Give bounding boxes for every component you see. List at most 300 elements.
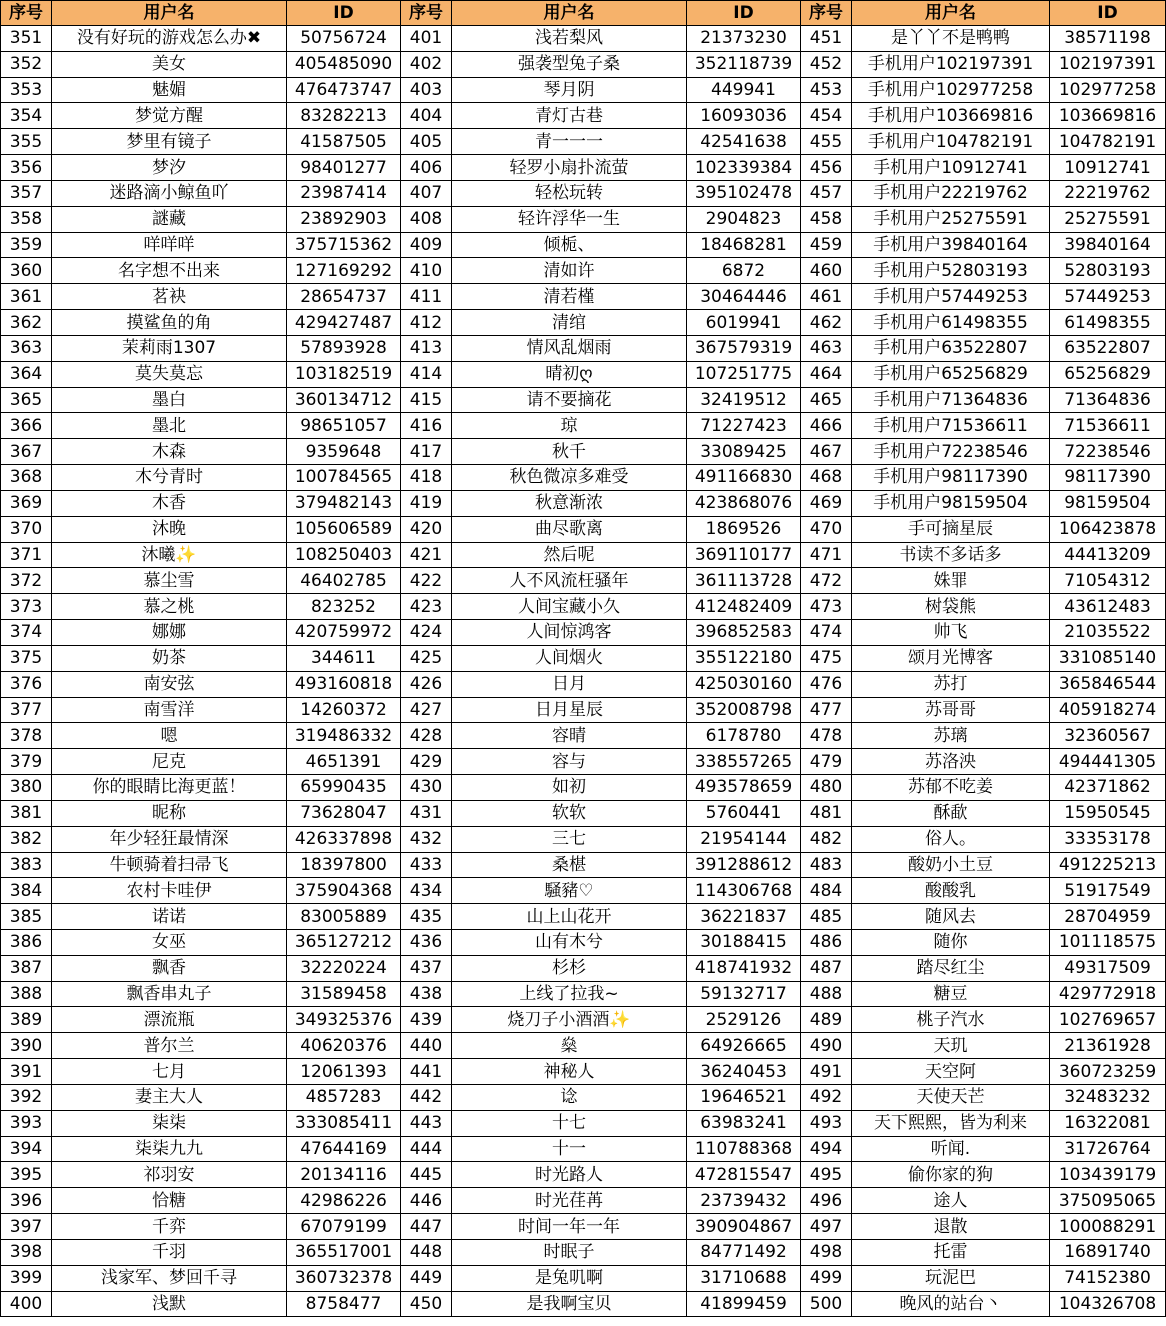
seq-cell: 433	[401, 852, 452, 878]
seq-cell: 361	[1, 284, 52, 310]
id-cell: 18397800	[287, 852, 401, 878]
username-cell: 桃子汽水	[852, 1007, 1050, 1033]
username-cell: 慕之桃	[52, 594, 287, 620]
username-cell: 树袋熊	[852, 594, 1050, 620]
seq-cell: 416	[401, 413, 452, 439]
table-row	[1, 129, 1166, 155]
seq-cell: 391	[1, 1059, 52, 1085]
username-cell: 是兔叽啊	[452, 1265, 687, 1291]
seq-cell: 448	[401, 1239, 452, 1265]
username-cell: 人间烟火	[452, 645, 687, 671]
id-cell: 361113728	[687, 568, 801, 594]
username-cell: 尼克	[52, 749, 287, 775]
username-cell: 苏郁不吃姜	[852, 775, 1050, 801]
username-cell: 十一	[452, 1136, 687, 1162]
id-cell: 114306768	[687, 878, 801, 904]
id-cell: 22219762	[1050, 180, 1166, 206]
id-cell: 365517001	[287, 1239, 401, 1265]
id-cell: 6019941	[687, 310, 801, 336]
username-cell: 颂月光博客	[852, 645, 1050, 671]
table-row	[1, 697, 1166, 723]
id-cell: 395102478	[687, 180, 801, 206]
id-cell: 10912741	[1050, 155, 1166, 181]
seq-cell: 453	[801, 77, 852, 103]
seq-cell: 411	[401, 284, 452, 310]
table-row	[1, 929, 1166, 955]
seq-cell: 362	[1, 310, 52, 336]
seq-cell: 458	[801, 206, 852, 232]
username-cell: 手机用户57449253	[852, 284, 1050, 310]
id-cell: 18468281	[687, 232, 801, 258]
id-cell: 41587505	[287, 129, 401, 155]
username-cell: 南雪洋	[52, 697, 287, 723]
id-cell: 6178780	[687, 723, 801, 749]
username-cell: 手机用户72238546	[852, 439, 1050, 465]
id-cell: 375715362	[287, 232, 401, 258]
username-cell: 手机用户63522807	[852, 335, 1050, 361]
seq-cell: 429	[401, 749, 452, 775]
id-cell: 103182519	[287, 361, 401, 387]
id-cell: 8758477	[287, 1291, 401, 1317]
username-cell: 千弈	[52, 1214, 287, 1240]
id-cell: 21954144	[687, 826, 801, 852]
header-name: 用户名	[852, 1, 1050, 26]
id-cell: 14260372	[287, 697, 401, 723]
seq-cell: 473	[801, 594, 852, 620]
seq-cell: 375	[1, 645, 52, 671]
table-row	[1, 413, 1166, 439]
id-cell: 63983241	[687, 1110, 801, 1136]
id-cell: 83282213	[287, 103, 401, 129]
username-cell: 名字想不出来	[52, 258, 287, 284]
username-cell: 手机用户102197391	[852, 51, 1050, 77]
seq-cell: 380	[1, 775, 52, 801]
seq-cell: 366	[1, 413, 52, 439]
id-cell: 110788368	[687, 1136, 801, 1162]
table-row	[1, 1291, 1166, 1317]
username-cell: 晴初ღ	[452, 361, 687, 387]
table-row	[1, 1033, 1166, 1059]
id-cell: 823252	[287, 594, 401, 620]
table-row	[1, 904, 1166, 930]
seq-cell: 491	[801, 1059, 852, 1085]
id-cell: 65256829	[1050, 361, 1166, 387]
username-cell: 俗人。	[852, 826, 1050, 852]
table-row	[1, 749, 1166, 775]
username-cell: 千羽	[52, 1239, 287, 1265]
username-cell: 没有好玩的游戏怎么办✖	[52, 26, 287, 52]
username-cell: 托雷	[852, 1239, 1050, 1265]
table-row	[1, 258, 1166, 284]
id-cell: 63522807	[1050, 335, 1166, 361]
seq-cell: 401	[401, 26, 452, 52]
id-cell: 41899459	[687, 1291, 801, 1317]
table-body	[1, 26, 1166, 1317]
id-cell: 16891740	[1050, 1239, 1166, 1265]
username-cell: 墨白	[52, 387, 287, 413]
table-row	[1, 310, 1166, 336]
seq-cell: 383	[1, 852, 52, 878]
username-cell: 手机用户22219762	[852, 180, 1050, 206]
id-cell: 103669816	[1050, 103, 1166, 129]
seq-cell: 373	[1, 594, 52, 620]
table-row	[1, 77, 1166, 103]
id-cell: 19646521	[687, 1084, 801, 1110]
id-cell: 15950545	[1050, 800, 1166, 826]
seq-cell: 389	[1, 1007, 52, 1033]
id-cell: 494441305	[1050, 749, 1166, 775]
table-row	[1, 1084, 1166, 1110]
username-cell: 曲尽歌离	[452, 516, 687, 542]
seq-cell: 359	[1, 232, 52, 258]
username-cell: 青一一一	[452, 129, 687, 155]
table-row	[1, 1059, 1166, 1085]
seq-cell: 494	[801, 1136, 852, 1162]
seq-cell: 481	[801, 800, 852, 826]
seq-cell: 476	[801, 671, 852, 697]
username-cell: 手机用户10912741	[852, 155, 1050, 181]
username-cell: 沐曦✨	[52, 542, 287, 568]
username-cell: 沐晚	[52, 516, 287, 542]
id-cell: 127169292	[287, 258, 401, 284]
username-cell: 情风乱烟雨	[452, 335, 687, 361]
table-row	[1, 1214, 1166, 1240]
username-cell: 梦汐	[52, 155, 287, 181]
seq-cell: 408	[401, 206, 452, 232]
table-row	[1, 594, 1166, 620]
seq-cell: 450	[401, 1291, 452, 1317]
header-seq: 序号	[1, 1, 52, 26]
seq-cell: 355	[1, 129, 52, 155]
seq-cell: 465	[801, 387, 852, 413]
username-cell: 摸鲨鱼的角	[52, 310, 287, 336]
seq-cell: 467	[801, 439, 852, 465]
seq-cell: 474	[801, 620, 852, 646]
id-cell: 40620376	[287, 1033, 401, 1059]
id-cell: 74152380	[1050, 1265, 1166, 1291]
id-cell: 390904867	[687, 1214, 801, 1240]
id-cell: 100784565	[287, 465, 401, 491]
table-row	[1, 439, 1166, 465]
id-cell: 102197391	[1050, 51, 1166, 77]
id-cell: 375904368	[287, 878, 401, 904]
username-cell: 手可摘星辰	[852, 516, 1050, 542]
table-row	[1, 645, 1166, 671]
id-cell: 32419512	[687, 387, 801, 413]
seq-cell: 405	[401, 129, 452, 155]
id-cell: 9359648	[287, 439, 401, 465]
table-row	[1, 465, 1166, 491]
username-cell: 是丫丫不是鸭鸭	[852, 26, 1050, 52]
header-id: ID	[1050, 1, 1166, 26]
id-cell: 71054312	[1050, 568, 1166, 594]
table-row	[1, 775, 1166, 801]
seq-cell: 478	[801, 723, 852, 749]
username-cell: 玩泥巴	[852, 1265, 1050, 1291]
table-row	[1, 1162, 1166, 1188]
id-cell: 98651057	[287, 413, 401, 439]
seq-cell: 496	[801, 1188, 852, 1214]
username-cell: 人间惊鸿客	[452, 620, 687, 646]
table-row	[1, 26, 1166, 52]
seq-cell: 371	[1, 542, 52, 568]
seq-cell: 435	[401, 904, 452, 930]
username-cell: 山有木兮	[452, 929, 687, 955]
id-cell: 102769657	[1050, 1007, 1166, 1033]
id-cell: 23987414	[287, 180, 401, 206]
seq-cell: 428	[401, 723, 452, 749]
id-cell: 476473747	[287, 77, 401, 103]
id-cell: 331085140	[1050, 645, 1166, 671]
seq-cell: 379	[1, 749, 52, 775]
id-cell: 32360567	[1050, 723, 1166, 749]
username-cell: 是我啊宝贝	[452, 1291, 687, 1317]
table-row	[1, 671, 1166, 697]
seq-cell: 489	[801, 1007, 852, 1033]
seq-cell: 426	[401, 671, 452, 697]
seq-cell: 472	[801, 568, 852, 594]
username-cell: 琼	[452, 413, 687, 439]
seq-cell: 394	[1, 1136, 52, 1162]
id-cell: 36240453	[687, 1059, 801, 1085]
id-cell: 71364836	[1050, 387, 1166, 413]
seq-cell: 449	[401, 1265, 452, 1291]
username-cell: 木香	[52, 490, 287, 516]
id-cell: 57449253	[1050, 284, 1166, 310]
id-cell: 355122180	[687, 645, 801, 671]
seq-cell: 488	[801, 981, 852, 1007]
username-cell: 日月星辰	[452, 697, 687, 723]
id-cell: 103439179	[1050, 1162, 1166, 1188]
seq-cell: 369	[1, 490, 52, 516]
username-cell: 上线了拉我~	[452, 981, 687, 1007]
seq-cell: 445	[401, 1162, 452, 1188]
table-row	[1, 568, 1166, 594]
header-seq: 序号	[801, 1, 852, 26]
id-cell: 405485090	[287, 51, 401, 77]
id-cell: 49317509	[1050, 955, 1166, 981]
username-cell: 手机用户98159504	[852, 490, 1050, 516]
username-cell: 酸酸乳	[852, 878, 1050, 904]
id-cell: 72238546	[1050, 439, 1166, 465]
username-cell: 琴月阴	[452, 77, 687, 103]
username-cell: 苏洛泱	[852, 749, 1050, 775]
table-row	[1, 516, 1166, 542]
seq-cell: 438	[401, 981, 452, 1007]
table-row	[1, 361, 1166, 387]
id-cell: 59132717	[687, 981, 801, 1007]
seq-cell: 415	[401, 387, 452, 413]
id-cell: 472815547	[687, 1162, 801, 1188]
table-row	[1, 542, 1166, 568]
seq-cell: 468	[801, 465, 852, 491]
table-row	[1, 1265, 1166, 1291]
username-cell: 轻许浮华一生	[452, 206, 687, 232]
seq-cell: 423	[401, 594, 452, 620]
id-cell: 360732378	[287, 1265, 401, 1291]
id-cell: 102977258	[1050, 77, 1166, 103]
seq-cell: 385	[1, 904, 52, 930]
id-cell: 52803193	[1050, 258, 1166, 284]
id-cell: 4857283	[287, 1084, 401, 1110]
username-cell: 如初	[452, 775, 687, 801]
id-cell: 493160818	[287, 671, 401, 697]
id-cell: 20134116	[287, 1162, 401, 1188]
id-cell: 429772918	[1050, 981, 1166, 1007]
username-cell: 神秘人	[452, 1059, 687, 1085]
table-row	[1, 232, 1166, 258]
username-cell: 山上山花开	[452, 904, 687, 930]
id-cell: 104326708	[1050, 1291, 1166, 1317]
username-cell: 莫失莫忘	[52, 361, 287, 387]
id-cell: 360723259	[1050, 1059, 1166, 1085]
seq-cell: 367	[1, 439, 52, 465]
username-cell: 手机用户39840164	[852, 232, 1050, 258]
id-cell: 449941	[687, 77, 801, 103]
seq-cell: 452	[801, 51, 852, 77]
username-cell: 请不要摘花	[452, 387, 687, 413]
seq-cell: 363	[1, 335, 52, 361]
username-cell: 书读不多话多	[852, 542, 1050, 568]
seq-cell: 354	[1, 103, 52, 129]
seq-cell: 466	[801, 413, 852, 439]
seq-cell: 462	[801, 310, 852, 336]
id-cell: 28704959	[1050, 904, 1166, 930]
table-row	[1, 1110, 1166, 1136]
table-row	[1, 335, 1166, 361]
seq-cell: 353	[1, 77, 52, 103]
username-cell: 梦觉方醒	[52, 103, 287, 129]
id-cell: 338557265	[687, 749, 801, 775]
username-cell: 清绾	[452, 310, 687, 336]
username-cell: 清若槿	[452, 284, 687, 310]
id-cell: 100088291	[1050, 1214, 1166, 1240]
username-cell: 木森	[52, 439, 287, 465]
id-cell: 31589458	[287, 981, 401, 1007]
username-cell: 浅若梨风	[452, 26, 687, 52]
username-cell: 飘香	[52, 955, 287, 981]
username-cell: 牛顿骑着扫帚飞	[52, 852, 287, 878]
id-cell: 4651391	[287, 749, 401, 775]
username-cell: 时眠子	[452, 1239, 687, 1265]
table-row	[1, 103, 1166, 129]
id-cell: 38571198	[1050, 26, 1166, 52]
seq-cell: 351	[1, 26, 52, 52]
id-cell: 61498355	[1050, 310, 1166, 336]
seq-cell: 404	[401, 103, 452, 129]
id-cell: 71536611	[1050, 413, 1166, 439]
id-cell: 102339384	[687, 155, 801, 181]
seq-cell: 382	[1, 826, 52, 852]
id-cell: 319486332	[287, 723, 401, 749]
username-cell: 慕尘雪	[52, 568, 287, 594]
seq-cell: 482	[801, 826, 852, 852]
username-cell: 听闻.	[852, 1136, 1050, 1162]
username-cell: 糖豆	[852, 981, 1050, 1007]
table-row	[1, 981, 1166, 1007]
header-name: 用户名	[452, 1, 687, 26]
username-cell: 容与	[452, 749, 687, 775]
id-cell: 396852583	[687, 620, 801, 646]
username-cell: 漂流瓶	[52, 1007, 287, 1033]
id-cell: 21361928	[1050, 1033, 1166, 1059]
username-cell: 手机用户71364836	[852, 387, 1050, 413]
id-cell: 39840164	[1050, 232, 1166, 258]
seq-cell: 364	[1, 361, 52, 387]
seq-cell: 409	[401, 232, 452, 258]
id-cell: 6872	[687, 258, 801, 284]
seq-cell: 403	[401, 77, 452, 103]
id-cell: 491166830	[687, 465, 801, 491]
username-cell: 天玑	[852, 1033, 1050, 1059]
table-row	[1, 180, 1166, 206]
seq-cell: 418	[401, 465, 452, 491]
id-cell: 71227423	[687, 413, 801, 439]
id-cell: 33353178	[1050, 826, 1166, 852]
header-name: 用户名	[52, 1, 287, 26]
username-cell: 飘香串丸子	[52, 981, 287, 1007]
id-cell: 23892903	[287, 206, 401, 232]
id-cell: 65990435	[287, 775, 401, 801]
seq-cell: 427	[401, 697, 452, 723]
table-row	[1, 387, 1166, 413]
id-cell: 42986226	[287, 1188, 401, 1214]
id-cell: 73628047	[287, 800, 401, 826]
username-cell: 倾栀、	[452, 232, 687, 258]
username-cell: 天空阿	[852, 1059, 1050, 1085]
id-cell: 1869526	[687, 516, 801, 542]
seq-cell: 487	[801, 955, 852, 981]
id-cell: 493578659	[687, 775, 801, 801]
username-cell: 茗袂	[52, 284, 287, 310]
seq-cell: 388	[1, 981, 52, 1007]
id-cell: 43612483	[1050, 594, 1166, 620]
seq-cell: 461	[801, 284, 852, 310]
username-cell: 浅家军、梦回千寻	[52, 1265, 287, 1291]
id-cell: 30188415	[687, 929, 801, 955]
id-cell: 2904823	[687, 206, 801, 232]
seq-cell: 384	[1, 878, 52, 904]
seq-cell: 395	[1, 1162, 52, 1188]
username-cell: 时间一年一年	[452, 1214, 687, 1240]
id-cell: 360134712	[287, 387, 401, 413]
id-cell: 412482409	[687, 594, 801, 620]
username-cell: 日月	[452, 671, 687, 697]
id-cell: 375095065	[1050, 1188, 1166, 1214]
seq-cell: 399	[1, 1265, 52, 1291]
username-cell: 天使天芒	[852, 1084, 1050, 1110]
id-cell: 84771492	[687, 1239, 801, 1265]
seq-cell: 387	[1, 955, 52, 981]
seq-cell: 443	[401, 1110, 452, 1136]
username-cell: 诺诺	[52, 904, 287, 930]
seq-cell: 470	[801, 516, 852, 542]
seq-cell: 397	[1, 1214, 52, 1240]
username-cell: 容晴	[452, 723, 687, 749]
header-id: ID	[287, 1, 401, 26]
table-row	[1, 1239, 1166, 1265]
id-cell: 101118575	[1050, 929, 1166, 955]
username-cell: 手机用户104782191	[852, 129, 1050, 155]
table-row	[1, 1007, 1166, 1033]
seq-cell: 485	[801, 904, 852, 930]
username-cell: 桑椹	[452, 852, 687, 878]
username-cell: 杉杉	[452, 955, 687, 981]
username-cell: 女巫	[52, 929, 287, 955]
id-cell: 344611	[287, 645, 401, 671]
seq-cell: 454	[801, 103, 852, 129]
seq-cell: 370	[1, 516, 52, 542]
